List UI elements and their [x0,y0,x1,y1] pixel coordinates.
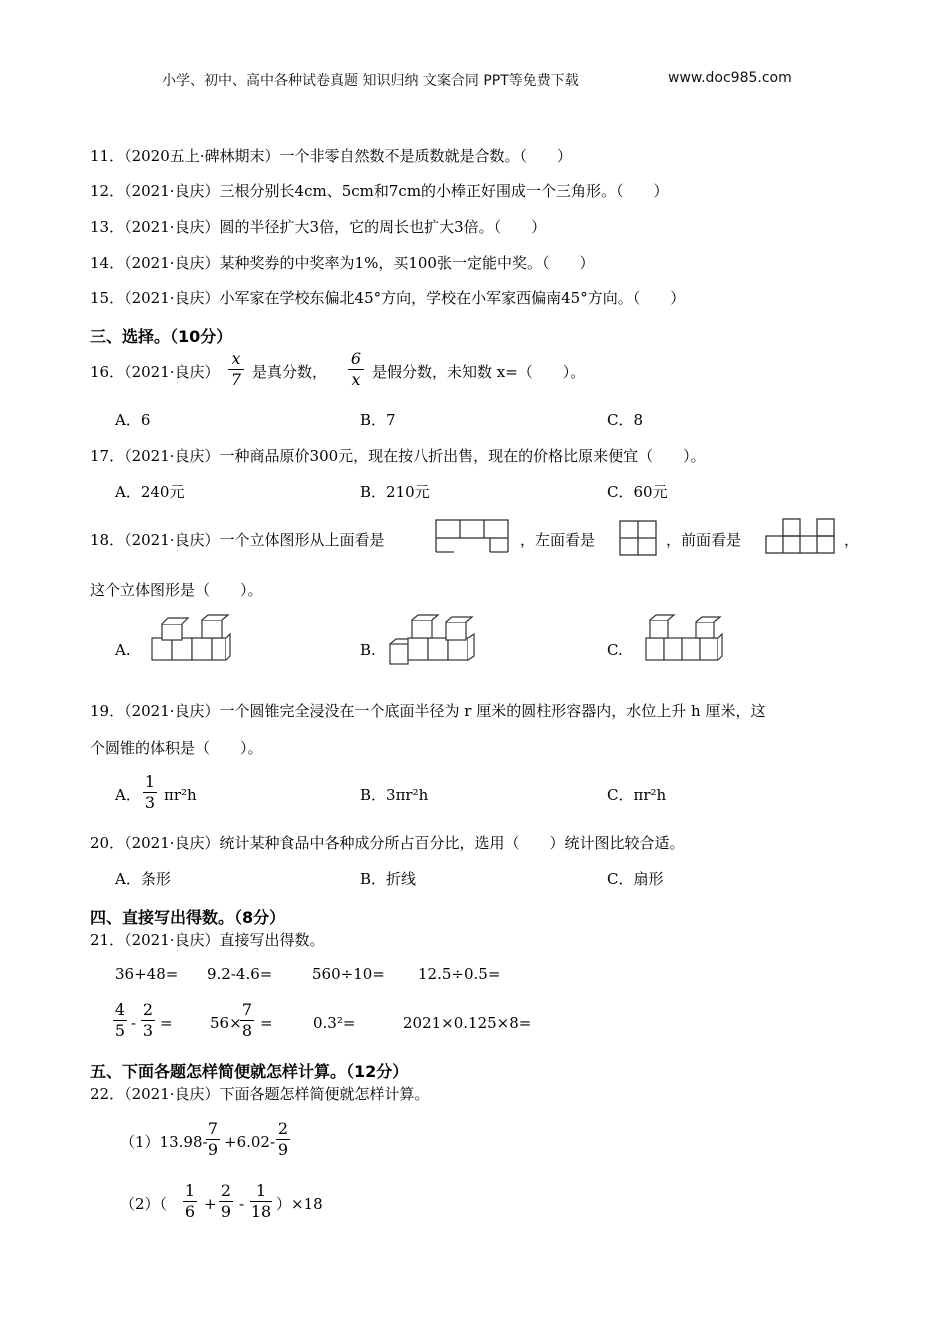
fraction-x-over-7: x 7 [228,350,244,389]
calc-36-plus-48: 36+48= [115,965,179,983]
calc-560-div-10: 560÷10= [312,965,385,983]
minus-sign: - [131,1014,137,1032]
question-18-part2: ，左面看是 [520,531,596,549]
q19-option-b[interactable]: B．3πr²h [360,786,429,804]
fraction-2-9: 2 9 [277,1119,289,1159]
fraction-7-9: 7 9 [207,1119,219,1159]
minus-sign-2: - [239,1195,245,1213]
expr-1-middle: +6.02- [224,1133,276,1151]
q18-option-c-figure[interactable] [642,614,728,664]
equals-sign-2: = [260,1014,273,1032]
question-22: 22．（2021·良庆）下面各题怎样简便就怎样计算。 [90,1085,430,1103]
question-18-line2: 这个立体图形是（ ）。 [90,581,263,599]
question-11: 11．（2020五上·碑林期末）一个非零自然数不是质数就是合数。（ ） [90,147,573,165]
question-18-part3: ，前面看是 [666,531,742,549]
question-18-part4: ， [844,531,860,549]
left-view-figure [617,518,659,558]
calc-9-2-minus-4-6: 9.2-4.6= [207,965,273,983]
q20-option-b[interactable]: B．折线 [360,870,417,888]
section-5-title: 五、下面各题怎样简便就怎样计算。（12分） [90,1062,409,1081]
calc-0-3-squared: 0.3²= [313,1014,356,1032]
fraction-one-third: 1 3 [144,772,156,812]
question-17: 17．（2021·良庆）一种商品原价300元，现在按八折出售，现在的价格比原来便宜（ ）。 [90,447,706,465]
q17-option-c[interactable]: C．60元 [607,483,668,501]
q20-option-a[interactable]: A．条形 [115,870,171,888]
expr-2-prefix: （2）（ [120,1195,168,1213]
question-21: 21．（2021·良庆）直接写出得数。 [90,931,325,949]
question-16-tail: 是假分数，未知数 x=（ ）。 [372,363,586,381]
q17-option-a[interactable]: A．240元 [115,483,185,501]
top-view-figure [434,516,512,556]
q18-option-b-figure[interactable] [386,614,480,668]
fraction-2-9b: 2 9 [220,1181,232,1221]
question-12: 12．（2021·良庆）三根分别长4cm、5cm和7cm的小棒正好围成一个三角形。（ ） [90,182,669,200]
q18-option-a-label[interactable]: A. [115,641,131,659]
question-16-number: 16．（2021·良庆） [90,363,220,381]
q20-option-c[interactable]: C．扇形 [607,870,664,888]
calc-12-5-div-0-5: 12.5÷0.5= [418,965,501,983]
calc-2021-product: 2021×0.125×8= [403,1014,532,1032]
header-banner-text: 小学、初中、高中各种试卷真题 知识归纳 文案合同 PPT等免费下载 [162,73,579,89]
equals-sign: = [160,1014,173,1032]
plus-sign: + [204,1195,217,1213]
expr-1-prefix: （1）13.98- [120,1133,208,1151]
question-13: 13．（2021·良庆）圆的半径扩大3倍，它的周长也扩大3倍。（ ） [90,218,547,236]
front-view-figure [764,516,838,556]
q19-option-c[interactable]: C．πr²h [607,786,667,804]
question-20: 20．（2021·良庆）统计某种食品中各种成分所占百分比，选用（ ）统计图比较合适。 [90,834,685,852]
q18-option-a-figure[interactable] [148,614,234,666]
fraction-1-18: 1 18 [250,1181,272,1221]
question-15: 15．（2021·良庆）小军家在学校东偏北45°方向，学校在小军家西偏南45°方向。（ ） [90,289,686,307]
fraction-4-5: 4 5 [114,1000,126,1040]
fraction-6-over-x: 6 x [348,350,364,389]
header-website: www.doc985.com [668,70,792,86]
question-14: 14．（2021·良庆）某种奖券的中奖率为1%，买100张一定能中奖。（ ） [90,254,595,272]
q16-option-c[interactable]: C．8 [607,411,644,429]
question-19-line2: 个圆锥的体积是（ ）。 [90,739,263,757]
q16-option-b[interactable]: B．7 [360,411,396,429]
q18-option-c-label[interactable]: C. [607,641,623,659]
question-19-line1: 19．（2021·良庆）一个圆锥完全浸没在一个底面半径为 r 厘米的圆柱形容器内，水位上升 h 厘米，这 [90,702,766,720]
question-16-mid: 是真分数， [252,363,328,381]
q16-option-a[interactable]: A．6 [115,411,151,429]
fraction-7-8: 7 8 [241,1000,253,1040]
q17-option-b[interactable]: B．210元 [360,483,430,501]
section-4-title: 四、直接写出得数。（8分） [90,908,286,927]
calc-56-times: 56× [210,1014,242,1032]
fraction-2-3: 2 3 [142,1000,154,1040]
fraction-1-6: 1 6 [184,1181,196,1221]
q19-option-a-expression: πr²h [164,786,197,804]
section-3-title: 三、选择。（10分） [90,327,233,346]
expr-2-tail: ）×18 [276,1195,323,1213]
question-18-part1: 18．（2021·良庆）一个立体图形从上面看是 [90,531,385,549]
q18-option-b-label[interactable]: B. [360,641,376,659]
q19-option-a-label[interactable]: A． [115,786,141,804]
